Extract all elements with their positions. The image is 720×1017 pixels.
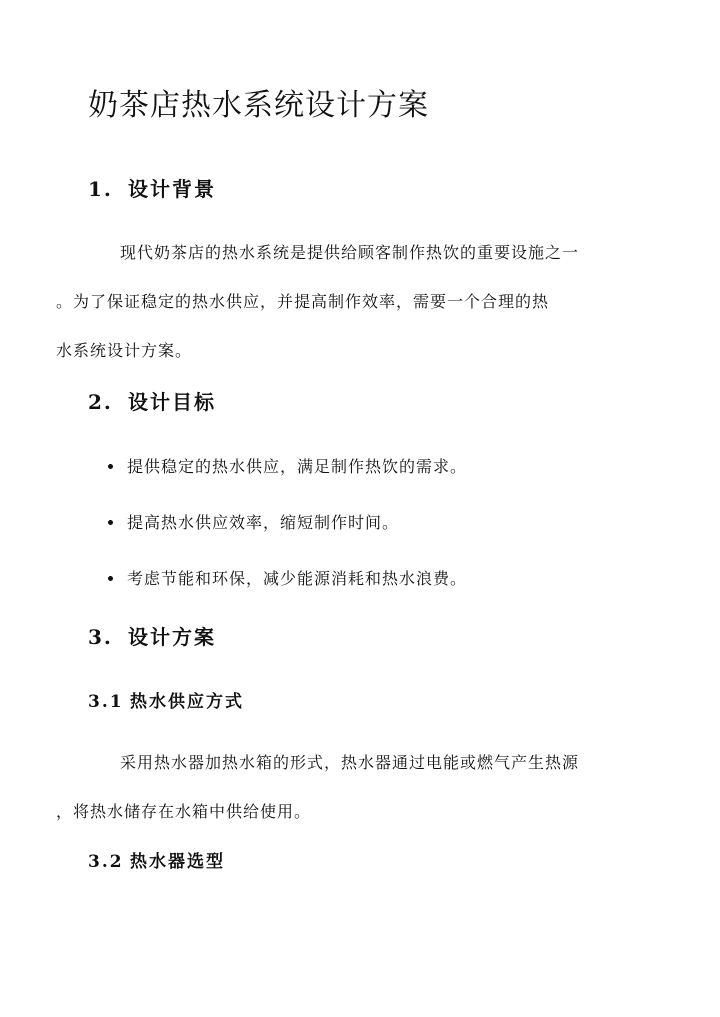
subsection-heading-supply (88, 690, 244, 714)
list-item (108, 455, 467, 479)
section-title: 设计目标 (128, 390, 216, 414)
paragraph-line: 。为了保证稳定的热水供应，并提高制作效率，需要一个合理的热 (56, 292, 550, 311)
bullet-icon (108, 520, 113, 525)
section-heading-background (88, 175, 216, 203)
bullet-icon (108, 576, 113, 581)
subsection-title: 热水器选型 (130, 852, 225, 872)
document-title: 奶茶店热水系统设计方案 (88, 88, 429, 123)
subsection-title: 热水供应方式 (130, 692, 244, 712)
paragraph-line: ，将热水储存在水箱中供给使用。 (56, 802, 312, 821)
section-number: 2. (88, 390, 113, 414)
subsection-number: 3.1 (88, 692, 124, 712)
section-heading-plan (88, 623, 216, 651)
background-paragraph (56, 228, 633, 375)
section-number: 3. (88, 625, 113, 649)
list-item-text: 提供稳定的热水供应，满足制作热饮的需求。 (127, 457, 468, 476)
subsection-heading-heater (88, 850, 225, 874)
subsection-number: 3.2 (88, 852, 124, 872)
section-title: 设计方案 (128, 625, 216, 649)
supply-paragraph (56, 738, 633, 836)
list-item-text: 考虑节能和环保，减少能源消耗和热水浪费。 (127, 569, 468, 588)
paragraph-line: 水系统设计方案。 (56, 341, 193, 360)
paragraph-line: 采用热水器加热水箱的形式，热水器通过电能或燃气产生热源 (120, 753, 580, 772)
section-number: 1. (88, 177, 113, 201)
list-item-text: 提高热水供应效率，缩短制作时间。 (127, 513, 400, 532)
bullet-icon (108, 464, 113, 469)
paragraph-line: 现代奶茶店的热水系统是提供给顾客制作热饮的重要设施之一 (120, 243, 580, 262)
list-item (108, 511, 399, 535)
list-item (108, 567, 467, 591)
section-title: 设计背景 (128, 177, 216, 201)
section-heading-goals (88, 388, 216, 416)
